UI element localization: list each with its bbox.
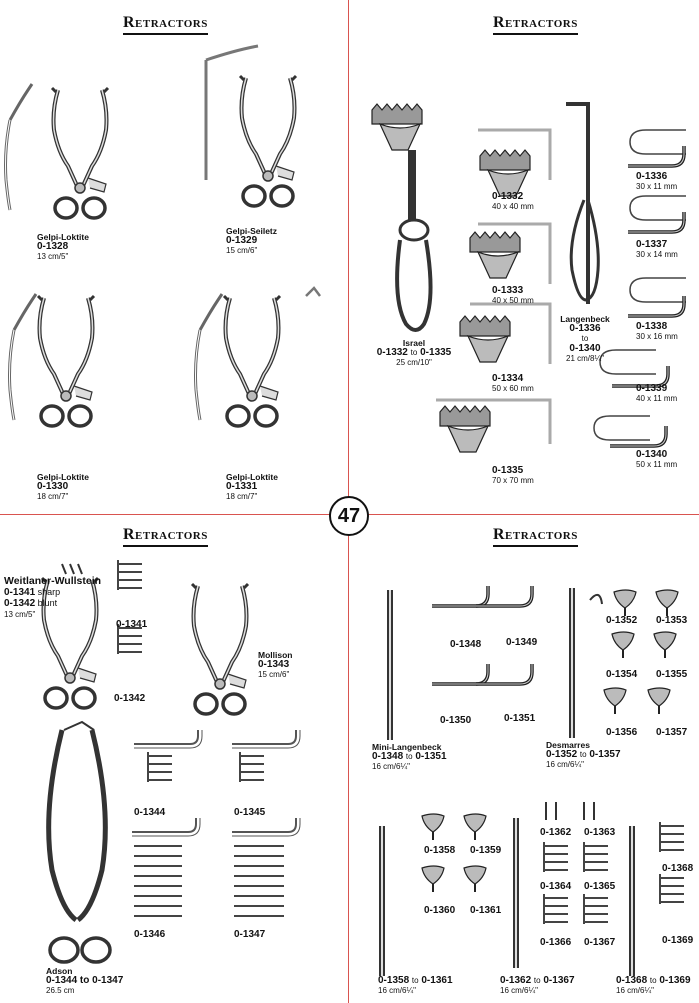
item-0-1347: [234, 930, 265, 940]
item-0-1364: [540, 882, 571, 892]
item-0-1368: [662, 864, 693, 874]
item-0-1367: [584, 938, 615, 948]
item-size: 16 cm/6¼": [546, 760, 584, 769]
item-0-1340: [636, 450, 677, 470]
item-code-to: 0-1335: [420, 347, 452, 358]
item-adson: [46, 966, 123, 996]
item-code-to: 0-1347: [92, 975, 124, 986]
item-code: 0-1364: [540, 881, 572, 892]
item-code: 0-1349: [506, 637, 538, 648]
item-code: 0-1346: [134, 929, 166, 940]
item-mini-langenbeck: [372, 742, 447, 772]
item-code: 0-1363: [584, 827, 616, 838]
item-code: 0-1334: [492, 373, 524, 384]
item-code: 0-1359: [470, 845, 502, 856]
item-size: 30 x 14 mm: [636, 250, 678, 259]
item-code: 0-1329: [226, 235, 258, 246]
item-range-to: to: [411, 976, 419, 985]
item-size: 40 x 11 mm: [636, 394, 678, 403]
item-code: 0-1338: [636, 321, 668, 332]
item-size: 26.5 cm: [46, 986, 75, 995]
item-0-1354: [606, 670, 637, 680]
item-range-to: to: [649, 976, 657, 985]
item-code: 0-1333: [492, 285, 524, 296]
item-code-from: 0-1332: [376, 347, 408, 358]
item-0-1334: [492, 374, 534, 394]
item-code: 0-1369: [662, 935, 694, 946]
item-name: Desmarres: [546, 740, 590, 750]
item-name: Gelpi-Seiletz: [226, 226, 278, 236]
item-0-1330: [37, 472, 89, 502]
item-set-0-1368: [616, 976, 691, 996]
item-code-from: 0-1368: [616, 975, 648, 986]
item-code: 0-1365: [584, 881, 616, 892]
item-0-1352: [606, 616, 637, 626]
item-israel: [374, 338, 454, 368]
item-0-1350: [440, 716, 471, 726]
item-size: 25 cm/10": [396, 358, 432, 367]
item-code: 0-1353: [656, 615, 688, 626]
item-code-from: 0-1348: [372, 751, 404, 762]
item-code-from: 0-1336: [569, 323, 601, 334]
item-0-1357: [656, 728, 687, 738]
item-set-0-1362: [500, 976, 575, 996]
item-code: 0-1336: [636, 171, 668, 182]
item-code: 0-1366: [540, 937, 572, 948]
item-code: 0-1330: [37, 481, 69, 492]
item-code-sharp: 0-1341: [4, 587, 36, 598]
item-code: 0-1331: [226, 481, 258, 492]
item-desc-blunt: blunt: [37, 598, 58, 608]
item-0-1339: [636, 384, 677, 404]
item-code-from: 0-1358: [378, 975, 410, 986]
item-name: Israel: [402, 338, 426, 348]
item-name: Gelpi-Loktite: [37, 232, 89, 242]
item-range-to: to: [581, 334, 589, 343]
item-0-1346: [134, 930, 165, 940]
item-code: 0-1345: [234, 807, 266, 818]
item-size: 50 x 11 mm: [636, 460, 678, 469]
item-name: Mollison: [258, 650, 293, 660]
item-code-to: 0-1340: [569, 343, 601, 354]
item-0-1353: [656, 616, 687, 626]
item-desmarres: [546, 740, 621, 770]
item-code-to: 0-1351: [415, 751, 447, 762]
item-code: 0-1328: [37, 241, 69, 252]
item-code: 0-1354: [606, 669, 638, 680]
item-0-1369: [662, 936, 693, 946]
item-0-1345: [234, 808, 265, 818]
item-code: 0-1356: [606, 727, 638, 738]
item-0-1336: [636, 172, 677, 192]
item-0-1351: [504, 714, 535, 724]
item-code-to: 0-1369: [659, 975, 691, 986]
item-size: 16 cm/6¼": [616, 986, 654, 995]
item-0-1363: [584, 828, 615, 838]
item-size: 50 x 60 mm: [492, 384, 534, 393]
item-size: 13 cm/5": [37, 252, 69, 261]
item-code-from: 0-1362: [500, 975, 532, 986]
item-code: 0-1348: [450, 639, 482, 650]
item-size: 18 cm/7": [226, 492, 258, 501]
item-size: 15 cm/6": [226, 246, 258, 255]
item-size: 15 cm/6": [258, 670, 290, 679]
item-code: 0-1343: [258, 659, 290, 670]
item-range-to: to: [579, 750, 587, 759]
item-0-1349: [506, 638, 537, 648]
item-0-1358: [424, 846, 455, 856]
item-size: 30 x 11 mm: [636, 182, 678, 191]
item-code: 0-1358: [424, 845, 456, 856]
item-0-1331: [226, 472, 278, 502]
item-code: 0-1362: [540, 827, 572, 838]
item-size: 40 x 50 mm: [492, 296, 534, 305]
item-code: 0-1340: [636, 449, 668, 460]
item-code: 0-1368: [662, 863, 694, 874]
item-0-1365: [584, 882, 615, 892]
item-size: 18 cm/7": [37, 492, 69, 501]
item-size: 30 x 16 mm: [636, 332, 678, 341]
item-0-1366: [540, 938, 571, 948]
item-0-1333: [492, 286, 534, 306]
item-code: 0-1339: [636, 383, 668, 394]
page-number: 47: [329, 496, 369, 536]
item-0-1359: [470, 846, 501, 856]
item-0-1332: [492, 192, 534, 212]
item-0-1356: [606, 728, 637, 738]
item-code: 0-1342: [114, 693, 146, 704]
item-0-1361: [470, 906, 501, 916]
item-code: 0-1355: [656, 669, 688, 680]
item-code: 0-1332: [492, 191, 524, 202]
item-code: 0-1341: [116, 619, 148, 630]
item-code: 0-1337: [636, 239, 668, 250]
item-0-1348: [450, 640, 481, 650]
item-0-1344: [134, 808, 165, 818]
item-code-blunt: 0-1342: [4, 598, 36, 609]
item-code-to: 0-1361: [421, 975, 453, 986]
item-code: 0-1361: [470, 905, 502, 916]
item-size: 16 cm/6¼": [378, 986, 416, 995]
item-size: 21 cm/8¼": [566, 354, 604, 363]
item-name: Gelpi-Loktite: [37, 472, 89, 482]
item-code: 0-1347: [234, 929, 266, 940]
item-0-1335: [492, 466, 534, 486]
item-0-1362: [540, 828, 571, 838]
item-0-1337: [636, 240, 678, 260]
item-0-1355: [656, 670, 687, 680]
item-size: 16 cm/6¼": [372, 762, 410, 771]
item-size: 40 x 40 mm: [492, 202, 534, 211]
heading-bottom-right: Retractors: [493, 526, 578, 547]
item-name: Gelpi-Loktite: [226, 472, 278, 482]
item-0-1360: [424, 906, 455, 916]
item-name: Weitlaner-Wullstein: [4, 575, 102, 587]
heading-top-left: Retractors: [123, 14, 208, 35]
item-code: 0-1367: [584, 937, 616, 948]
item-0-1329: [226, 226, 277, 256]
item-code: 0-1344: [134, 807, 166, 818]
item-code: 0-1351: [504, 713, 536, 724]
item-set-0-1358: [378, 976, 453, 996]
item-code-to: 0-1367: [543, 975, 575, 986]
item-size: 16 cm/6¼": [500, 986, 538, 995]
item-name: Langenbeck: [560, 314, 610, 324]
item-code: 0-1357: [656, 727, 688, 738]
item-size: 70 x 70 mm: [492, 476, 534, 485]
item-0-1338: [636, 322, 678, 342]
item-range-to: to: [533, 976, 541, 985]
heading-bottom-left: Retractors: [123, 526, 208, 547]
item-name: Mini-Langenbeck: [372, 742, 442, 752]
item-range-to: to: [79, 975, 90, 986]
item-code: 0-1335: [492, 465, 524, 476]
item-0-1328: [37, 232, 89, 262]
item-0-1342: [114, 694, 145, 704]
item-weitlaner-wullstein: [4, 576, 101, 620]
item-langenbeck: [554, 314, 616, 364]
item-mollison: [258, 650, 292, 680]
item-desc-sharp: sharp: [37, 587, 61, 597]
item-range-to: to: [405, 752, 413, 761]
item-name: Adson: [46, 966, 73, 976]
item-code-from: 0-1344: [46, 975, 78, 986]
item-0-1341: [116, 620, 147, 630]
item-code: 0-1350: [440, 715, 472, 726]
item-range-to: to: [410, 348, 418, 357]
item-code-from: 0-1352: [546, 749, 578, 760]
item-size: 13 cm/5": [4, 610, 36, 619]
heading-top-right: Retractors: [493, 14, 578, 35]
item-code: 0-1352: [606, 615, 638, 626]
item-code: 0-1360: [424, 905, 456, 916]
item-code-to: 0-1357: [589, 749, 621, 760]
